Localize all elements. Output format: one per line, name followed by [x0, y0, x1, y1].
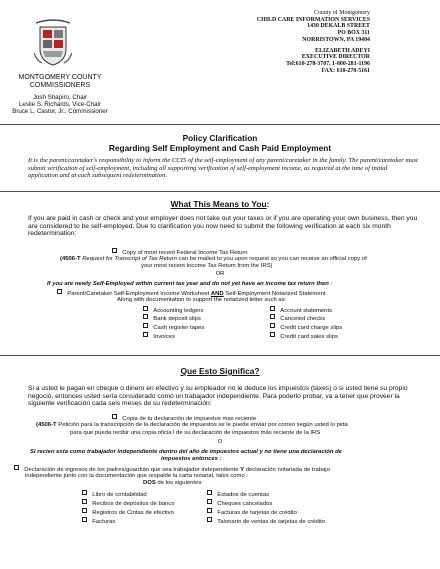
intro-divider — [0, 191, 440, 192]
header-divider — [0, 124, 440, 125]
english-doc-left-text: Cash register tapes — [153, 324, 205, 331]
commissioner-name: Bruce L. Castor, Jr., Commissioner — [12, 108, 108, 116]
english-doc-left-text: Invoices — [153, 333, 175, 340]
checkbox-bullet-icon — [143, 306, 148, 311]
spanish-decl-y: Y — [240, 466, 245, 473]
english-doc-right — [270, 323, 342, 332]
checkbox-bullet-icon — [270, 314, 275, 319]
english-doc-right-text: Account statements — [280, 307, 333, 314]
commissioner-name: Josh Shapiro, Chair — [32, 94, 88, 101]
english-doc-left-text: Accounting ledgers — [153, 307, 204, 314]
checkbox-bullet-icon — [143, 314, 148, 319]
english-doc-left-text: Bank deposit slips — [153, 315, 201, 322]
spanish-doc-left-text: Recibos de depósitos de banco — [92, 500, 175, 507]
title-line-1: Policy Clarification — [182, 133, 258, 143]
english-newly-text: If you are newly Self-Employed within current tax year and do not yet have an income tax return — [47, 281, 315, 287]
english-doc-right — [270, 314, 325, 323]
spanish-newly-line: Si recien esta como trabajador independiente dentro del año de impuestos actual y no tiene una declaración de — [30, 449, 342, 455]
english-doc-left — [143, 332, 175, 341]
checkbox-bullet-icon — [270, 306, 275, 311]
spanish-decl-1b: declaración notariada de trabajo — [245, 466, 330, 473]
spanish-doc-right-text: Estados de cuentas — [217, 491, 270, 498]
spanish-dos: DOS — [143, 480, 156, 486]
english-form-code: (4506-T — [60, 256, 81, 262]
english-doc-left — [143, 323, 204, 332]
english-heading-text: What This Means to You — [170, 199, 267, 209]
spanish-doc-right — [207, 508, 297, 517]
spanish-heading — [0, 366, 440, 376]
telephone: Tel:610-278-3707, 1-800-281-1196 — [286, 60, 370, 67]
english-form-title: Request for Transcript of Tax Return — [82, 256, 177, 262]
spanish-doc-right — [207, 490, 269, 499]
english-doc-right-text: Credit card sales slips — [280, 333, 338, 340]
checkbox-bullet-icon — [270, 323, 275, 328]
spanish-newly-line-2: impuestos entonces : — [161, 456, 222, 462]
county-seal-logo — [34, 19, 72, 67]
commissioners-title-line: MONTGOMERY COUNTY — [18, 74, 102, 81]
spanish-doc-left — [82, 508, 174, 517]
checkbox-bullet-icon — [82, 508, 87, 513]
section-divider — [0, 355, 440, 356]
spanish-doc-left — [82, 490, 147, 499]
spanish-or: O — [217, 439, 223, 445]
checkbox-bullet-icon — [207, 499, 212, 504]
english-or: OR — [215, 271, 225, 277]
english-heading — [0, 199, 440, 209]
checkbox-bullet-icon — [207, 508, 212, 513]
county-name: County of Montgomery — [314, 10, 370, 16]
spanish-heading-text: Que Esto Significa? — [180, 366, 260, 376]
commissioner-name: Leslie S. Richards, Vice-Chair — [18, 101, 102, 109]
english-newly-line — [47, 281, 332, 288]
director-title: EXECUTIVE DIRECTOR — [301, 54, 370, 61]
english-form-rest-2: your most recent Income Tax Return from the IRS) — [141, 263, 273, 269]
spanish-doc-left-text: Facturas — [92, 518, 116, 525]
english-doc-left — [143, 314, 201, 323]
checkbox-bullet-icon — [82, 490, 87, 495]
agency-address-block — [210, 10, 370, 74]
english-worksheet-part1: Parent/Caretaker Self-Employment Income Worksheet — [67, 290, 210, 297]
spanish-doc-left — [82, 517, 115, 526]
spanish-doc-right-text: Facturas de tarjetas de crédito — [217, 509, 297, 516]
spanish-doc-left-text: Libro de contabilidad — [92, 491, 147, 498]
english-doc-right-text: Canceled checks — [280, 315, 326, 322]
spanish-form-line-1 — [36, 422, 348, 429]
department-name: CHILD CARE INFORMATION SERVICES — [256, 16, 370, 23]
english-doc-right — [270, 332, 338, 341]
spanish-decl-2: independiente junto con la documentación que respalde la carta notarial, tales como : — [25, 473, 249, 479]
director-name: ELIZABETH ADEYI — [315, 47, 370, 54]
checkbox-bullet-icon — [143, 332, 148, 337]
checkbox-bullet-icon — [82, 499, 87, 504]
spanish-decl-1a: Declaración de ingresos de los padres/guardián que sea trabajador independiente — [24, 466, 239, 473]
spanish-doc-right-text: Cheques cancelados — [217, 500, 273, 507]
street-address: 1430 DEKALB STREET — [307, 23, 370, 30]
english-newly-colon: : — [330, 281, 333, 287]
checkbox-bullet-icon — [82, 517, 87, 522]
spanish-doc-left-text: Registros de Cintas de efectivo — [92, 509, 174, 516]
commissioners-title-line: COMMISSIONERS — [29, 82, 91, 89]
checkbox-bullet-icon — [112, 248, 117, 253]
english-along-text: Along with documentation to support the notarized letter such as: — [117, 297, 287, 303]
spanish-doc-right — [207, 499, 272, 508]
spanish-doc-right-text: Talonario de ventas de tarjetas de crédito — [217, 518, 326, 525]
english-paragraph: If you are paid in cash or check and your employer does not take out your taxes or if you are operating your own business, then you are considered to be self-employed. Due to clarification you now need to submit the following verification at each six month redetermination: — [28, 215, 418, 238]
english-form-rest-1: can be mailed to you upon request so you can receive an official copy of — [178, 256, 367, 262]
checkbox-bullet-icon — [270, 332, 275, 337]
checkbox-bullet-icon — [143, 323, 148, 328]
spanish-form-text-1: Petición para la transcripción de la declaración de impuestos se le puede enviar por correo según usted lo pida — [58, 422, 348, 428]
english-form-line-1 — [60, 256, 367, 263]
spanish-dos-line — [143, 480, 203, 487]
english-worksheet-and: AND — [210, 290, 224, 297]
checkbox-bullet-icon — [112, 414, 117, 419]
checkbox-bullet-icon — [57, 289, 62, 294]
spanish-copy-return-text: Copia de tu declaración de impuestos mas reciente — [122, 415, 257, 422]
title-line-2: Regarding Self Employment and Cash Paid Employment — [108, 143, 332, 153]
english-copy-return-text: Copy of most recent Federal Income Tax Return — [122, 249, 248, 256]
spanish-paragraph: Si a usted le pagan en cheque o dinero en efectivo y su empleador no le deduce los impuestos (taxes) o si usted tiene su propio negocio, entonces usted sería considerado como un trabajador independiente. Para poderlo probar, va a tener que proveer la siguiente verificación cada seis meses de su redeterminación: — [28, 385, 408, 408]
checkbox-bullet-icon — [207, 490, 212, 495]
fax: FAX: 610-278-5161 — [321, 67, 370, 74]
english-doc-right-text: Credit card charge slips — [280, 324, 343, 331]
checkbox-bullet-icon — [207, 517, 212, 522]
commissioners-block — [6, 74, 114, 116]
po-box: PO BOX 311 — [337, 30, 370, 37]
spanish-dos-rest: de los siguientes: — [157, 480, 203, 486]
city-state-zip: NORRISTOWN, PA 19404 — [302, 36, 370, 43]
english-heading-colon: : — [266, 199, 270, 209]
spanish-form-text-2: para que pueda recibir una copia oficia l de su declaración de impuestos más reciente de la IRS — [70, 430, 321, 436]
checkbox-bullet-icon — [14, 465, 19, 470]
intro-paragraph: It is the parent/caretaker's responsibility to inform the CCIS of the self-employment of any parent/caretaker in the family. The parent/caretaker must submit verification of self-employment, including all supporting verification of self-employment income, as required at the time of initial application and at each subsequent redetermination. — [28, 157, 418, 180]
spanish-doc-left — [82, 499, 175, 508]
english-worksheet-part2: Self-Employment Notarized Statement — [225, 290, 326, 297]
spanish-doc-right — [207, 517, 325, 526]
english-newly-then: then — [316, 281, 329, 287]
spanish-form-code: (4506-T — [36, 422, 57, 428]
